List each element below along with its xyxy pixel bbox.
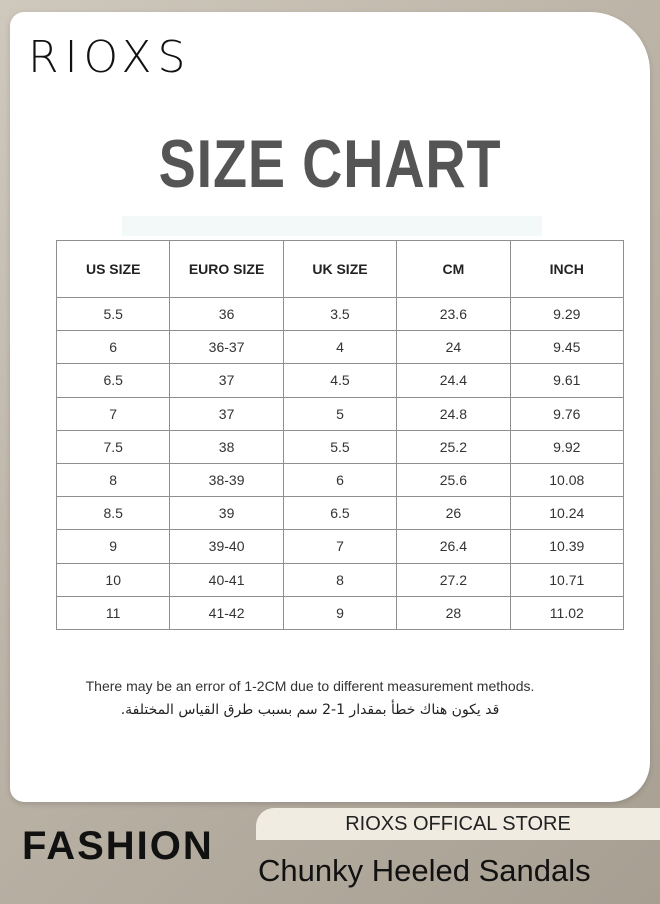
size-table-body	[57, 298, 624, 630]
table-cell: 10	[57, 563, 170, 596]
table-cell: 9	[283, 596, 396, 629]
table-cell: 25.6	[397, 463, 510, 496]
table-cell: 39-40	[170, 530, 283, 563]
measurement-note-english: There may be an error of 1-2CM due to different measurement methods.	[85, 678, 535, 694]
table-cell: 11	[57, 596, 170, 629]
table-cell: 36-37	[170, 331, 283, 364]
table-cell: 5.5	[283, 430, 396, 463]
store-name: RIOXS OFFICAL STORE	[345, 813, 571, 835]
table-cell: 38-39	[170, 463, 283, 496]
table-cell: 10.39	[510, 530, 623, 563]
fashion-label: FASHION	[22, 824, 214, 868]
brand-logo: RIOXS	[28, 32, 192, 83]
table-cell: 10.08	[510, 463, 623, 496]
table-cell: 6.5	[283, 497, 396, 530]
table-cell: 4.5	[283, 364, 396, 397]
table-cell: 41-42	[170, 596, 283, 629]
table-cell: 6	[283, 463, 396, 496]
table-cell: 39	[170, 497, 283, 530]
table-cell: 3.5	[283, 298, 396, 331]
table-cell: 9.92	[510, 430, 623, 463]
page-title: SIZE CHART	[158, 126, 502, 202]
table-row	[57, 596, 624, 629]
measurement-note-arabic: قد يكون هناك خطأ بمقدار 1-2 سم بسبب طرق القياس المختلفة.	[120, 702, 500, 718]
table-cell: 6.5	[57, 364, 170, 397]
table-cell: 10.71	[510, 563, 623, 596]
table-cell: 7	[57, 397, 170, 430]
table-cell: 37	[170, 397, 283, 430]
title-underline	[122, 216, 542, 236]
table-cell: 4	[283, 331, 396, 364]
table-cell: 27.2	[397, 563, 510, 596]
size-table	[56, 240, 624, 630]
table-cell: 5	[283, 397, 396, 430]
table-cell: 9.45	[510, 331, 623, 364]
column-header: US SIZE	[57, 241, 170, 298]
table-cell: 40-41	[170, 563, 283, 596]
table-cell: 7.5	[57, 430, 170, 463]
table-row	[57, 364, 624, 397]
column-header: EURO SIZE	[170, 241, 283, 298]
table-cell: 8.5	[57, 497, 170, 530]
table-cell: 6	[57, 331, 170, 364]
column-header: UK SIZE	[283, 241, 396, 298]
table-cell: 24.4	[397, 364, 510, 397]
table-header-row	[57, 241, 624, 298]
table-cell: 7	[283, 530, 396, 563]
table-cell: 36	[170, 298, 283, 331]
table-row	[57, 331, 624, 364]
table-row	[57, 463, 624, 496]
table-cell: 9.29	[510, 298, 623, 331]
table-row	[57, 298, 624, 331]
product-name: Chunky Heeled Sandals	[258, 853, 591, 888]
table-cell: 11.02	[510, 596, 623, 629]
table-row	[57, 497, 624, 530]
table-cell: 24.8	[397, 397, 510, 430]
table-cell: 5.5	[57, 298, 170, 331]
table-cell: 10.24	[510, 497, 623, 530]
table-cell: 23.6	[397, 298, 510, 331]
table-cell: 28	[397, 596, 510, 629]
table-cell: 24	[397, 331, 510, 364]
table-row	[57, 397, 624, 430]
table-cell: 9	[57, 530, 170, 563]
column-header: CM	[397, 241, 510, 298]
table-cell: 8	[57, 463, 170, 496]
table-cell: 26.4	[397, 530, 510, 563]
table-cell: 8	[283, 563, 396, 596]
table-row	[57, 563, 624, 596]
table-row	[57, 430, 624, 463]
table-cell: 38	[170, 430, 283, 463]
table-cell: 9.61	[510, 364, 623, 397]
table-cell: 9.76	[510, 397, 623, 430]
column-header: INCH	[510, 241, 623, 298]
table-cell: 37	[170, 364, 283, 397]
table-row	[57, 530, 624, 563]
table-cell: 25.2	[397, 430, 510, 463]
table-cell: 26	[397, 497, 510, 530]
